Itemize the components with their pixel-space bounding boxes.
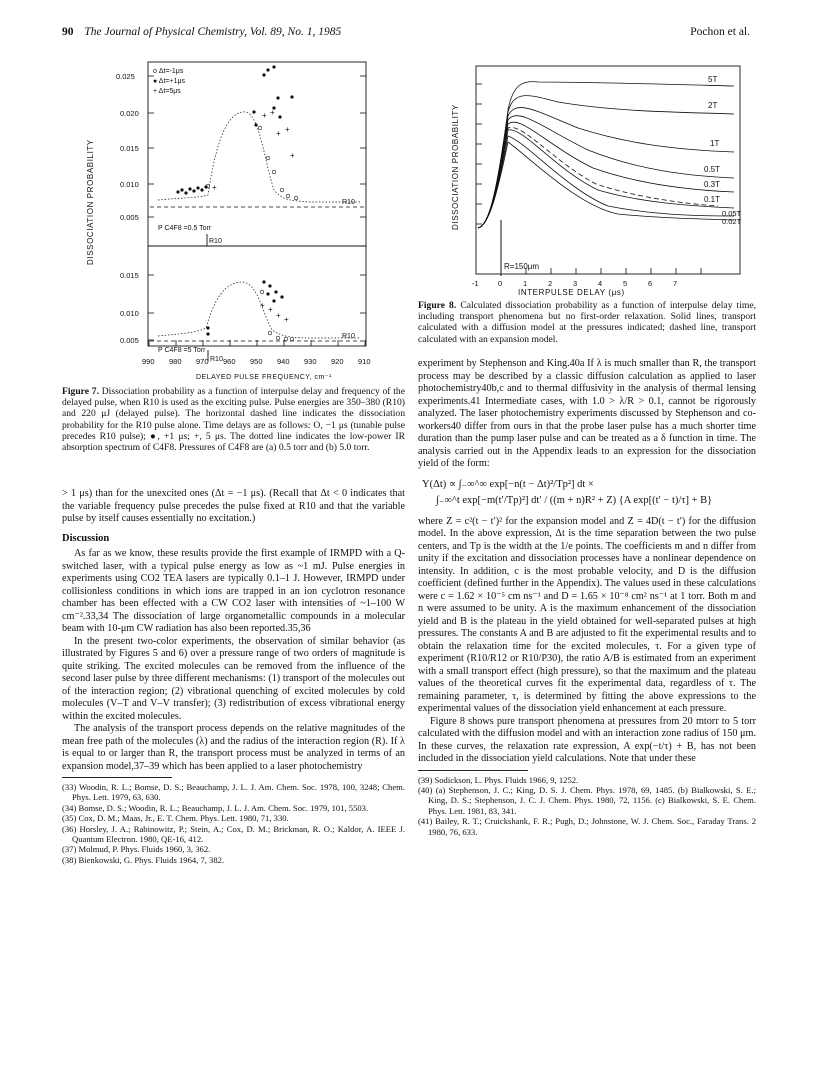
fig7-xtick: 910 bbox=[358, 357, 371, 366]
fig7-ytick: 0.015 bbox=[120, 271, 139, 280]
fig8-xtick: 7 bbox=[673, 279, 678, 288]
fig8-xtick: 5 bbox=[623, 279, 628, 288]
fig7-legend-item: o Δt=-1μs bbox=[153, 68, 184, 75]
svg-text:+: + bbox=[285, 125, 290, 134]
figure-8-caption bbox=[418, 300, 756, 345]
footnote-rule bbox=[62, 777, 172, 778]
paragraph: In the present two-color experiments, the observation of similar behavior (as illustrated by Figures 5 and 6) over a pressure range of two orders of magnitude is quite striking. The excited molecules can be removed from the influence of the second laser pulse by three different mechanisms: (1) transport of the molecules out of the interaction region; (2) vibrational quenching of excited molecules by cold molecules (V–T and V–V transfer); (3) redistribution of excess vibrational energy within the excited molecules. bbox=[62, 635, 405, 722]
fig8-curve-label: 0.05T bbox=[722, 209, 742, 218]
references-right bbox=[418, 775, 756, 837]
equation-line: ∫₋∞^t exp[−m(t′/Tp)²] dt′ / ((m + n)R² + Z) {A exp[(t′ − t)/τ] + B} bbox=[436, 495, 713, 506]
fig8-curves bbox=[478, 82, 734, 228]
fig7-xtick: 940 bbox=[277, 357, 290, 366]
fig8-curve-label: 1T bbox=[710, 139, 720, 148]
fig7-r10-label: R10 bbox=[342, 333, 355, 340]
fig8-xtick: 1 bbox=[523, 279, 528, 288]
fig8-xtick: 3 bbox=[573, 279, 578, 288]
fig8-curve-label: 5T bbox=[708, 75, 718, 84]
fig7-ytick: 0.020 bbox=[120, 109, 139, 118]
running-header bbox=[62, 26, 341, 38]
fig8-curve-label: 2T bbox=[708, 101, 718, 110]
fig7-xtick: 920 bbox=[331, 357, 344, 366]
svg-text:+: + bbox=[260, 301, 265, 310]
fig7-bottom-pressure: P C4F8 =5 Torr bbox=[158, 347, 206, 354]
fig7-xtick: 970 bbox=[196, 357, 209, 366]
fig8-curve-label: 0.1T bbox=[704, 195, 721, 204]
fig8-ylabel: DISSOCIATION PROBABILITY bbox=[451, 104, 460, 230]
fig7-points-top bbox=[176, 65, 297, 199]
footnote-rule bbox=[418, 770, 528, 771]
fig7-r10-marker-top: R10 bbox=[209, 238, 222, 245]
fig7-absorption-curve-top bbox=[158, 112, 360, 202]
figure-8 bbox=[418, 50, 758, 294]
paragraph: experiment by Stephenson and King.40a If λ is much smaller than R, the transport process may be described by a classic diffusion calculation as applied to laser photochemistry40b,c and to thermal diffusivity in the analysis of thermal lensing experiments.41 Intermediate cases, with 1.0 > λ/R > 0.1, cannot be rigorously analyzed. The laser photochemistry experiments discussed by Stephenson and co-workers40 differ from ours in that the probe laser pulse has a much shorter time duration than the pump laser pulse and can be treated as a δ function in time. The analysis carried out in the Appendix leads to an expression for the dissociation yield of the form: bbox=[418, 358, 756, 469]
paragraph: Figure 8 shows pure transport phenomena at pressures from 20 mtorr to 5 torr calculated with the diffusion model and with an interaction zone radius of 150 μm. In these curves, the relaxation rate expression, A exp(−t/τ) + B, has not been included in the dissociation yield calculations. Note that under these bbox=[418, 715, 756, 764]
fig7-xtick: 960 bbox=[223, 357, 236, 366]
fig8-radius-label: R=150μm bbox=[504, 262, 540, 271]
equation-line: Y(Δt) ∝ ∫₋∞^∞ exp[−n(t − Δt)²/Tp²] dt × bbox=[422, 478, 594, 490]
right-column bbox=[418, 358, 756, 837]
figure-7-caption bbox=[62, 386, 405, 453]
fig8-xlabel: INTERPULSE DELAY (μs) bbox=[518, 288, 625, 297]
svg-text:+: + bbox=[268, 305, 273, 314]
fig8-plot-area bbox=[476, 66, 740, 274]
left-column bbox=[62, 488, 405, 865]
reference: (39) Sodickson, L. Phys. Fluids 1966, 9, 1252. bbox=[418, 774, 579, 785]
page-number: 90 bbox=[62, 26, 74, 38]
fig8-curve-label: 0.02T bbox=[722, 217, 742, 226]
fig7-xtick: 980 bbox=[169, 357, 182, 366]
equation bbox=[422, 479, 756, 508]
reference: (33) Woodin, R. L.; Bomse, D. S.; Beauchamp, J. L. J. Am. Chem. Soc. 1978, 100, 3248; Chem. Phys. Lett. 1979, 63, 630. bbox=[62, 782, 405, 803]
svg-text:+: + bbox=[212, 183, 217, 192]
reference: (35) Cox, D. M.; Maas, Jr., E. T. Chem. Phys. Lett. 1980, 71, 330. bbox=[62, 813, 289, 824]
reference: (37) Molmud, P. Phys. Fluids 1960, 3, 362. bbox=[62, 844, 211, 855]
fig7-absorption-curve-bottom bbox=[158, 282, 360, 338]
paragraph: where Z = c²(t − t′)² for the expansion model and Z = 4D(t − t′) for the diffusion model. In the above expression, Δt is the time separation between the two pulse centers, and Tp is the width at the 1/e points. The coefficients m and n differ from unity if the excitation and dissociation processes have a nonlinear dependence on intensity. In addition, c is the most probable velocity, and D is the diffusion coefficient (defined further in the Appendix). The values used in these calculations were c = 1.62 × 10⁻⁵ cm ns⁻¹ and D = 1.65 × 10⁻⁸ cm² ns⁻¹ at 1 torr. Both m and n were assumed to be unity. A is the maximum enhancement of the dissociation yield and B is the plateau in the yield obtained for well-separated pulses at high pressures. The constants A and B are adjusted to fit the experimental results and to obtain the relaxation time for the excited molecules, τ. For a given type of experiment (R10/R12 or R10/P30), the ratio A/B is estimated from an experiment with a small transport effect (high pressure), so that the maximum and the plateau values of the theoretical curves fit the experimental data, regardless of τ. The remaining parameter, τ, is determined by fitting the above expressions to the experimental values of the dissociation yield enhancement at each pressure. bbox=[418, 515, 756, 714]
fig7-xlabel: DELAYED PULSE FREQUENCY, cm⁻¹ bbox=[196, 374, 332, 381]
fig8-xtick: -1 bbox=[472, 279, 479, 288]
svg-text:+: + bbox=[276, 311, 281, 320]
fig7-ytick: 0.005 bbox=[120, 336, 139, 345]
fig7-ytick: 0.010 bbox=[120, 309, 139, 318]
fig8-curve-label: 0.3T bbox=[704, 180, 721, 189]
fig7-ytick: 0.005 bbox=[120, 213, 139, 222]
fig7-points-bottom bbox=[206, 280, 293, 340]
header-authors: Pochon et al. bbox=[690, 26, 750, 38]
fig7-caption-label: Figure 7. bbox=[62, 386, 99, 397]
fig8-xtick: 4 bbox=[598, 279, 603, 288]
fig7-ytick: 0.015 bbox=[120, 144, 139, 153]
fig7-r10-marker-bottom: R10 bbox=[210, 356, 223, 363]
paragraph: As far as we know, these results provide the first example of IRMPD with a Q-switched laser, with a typical pulse energy as low as ~1 mJ. Pulse energies in experiments using CO2 TEA lasers are typically 0.1–1 J. However, IRMPD under collisionless conditions in which ions are trapped in an ion cyclotron resonance chamber has been effected with a CW CO2 laser with intensities of ~1–100 W cm⁻².33,34 The dissociation of large organometallic compounds in a molecular beam with 10-μm CW radiation has also been reported.35,36 bbox=[62, 548, 405, 634]
fig7-ytick: 0.025 bbox=[116, 72, 135, 81]
fig7-ylabel: DISSOCIATION PROBABILITY bbox=[86, 139, 95, 265]
svg-text:+: + bbox=[284, 315, 289, 324]
paragraph: > 1 μs) than for the unexcited ones (Δt = −1 μs). (Recall that Δt < 0 indicates that the variable frequency pulse precedes the pulse fixed at R10 and that the variable pulse by itself causes essentially no excitation.) bbox=[62, 488, 405, 524]
references-left bbox=[62, 782, 405, 865]
reference: (40) (a) Stephenson, J. C.; King, D. S. J. Chem. Phys. 1978, 69, 1485. (b) Bialkowski, S. E.; King, D. S.; Stephenson, J. C. J. Chem. Phys. 1980, 72, 1156. (c) Bialkowski, S. E. Chem. Phys. Lett. 1981, 83, 341. bbox=[418, 784, 756, 816]
fig7-r10-label: R10 bbox=[342, 199, 355, 206]
fig8-xtick: 6 bbox=[648, 279, 653, 288]
fig7-legend-item: ● Δt=+1μs bbox=[153, 78, 186, 85]
section-heading: Discussion bbox=[62, 532, 110, 544]
svg-text:+: + bbox=[270, 108, 275, 117]
reference: (36) Horsley, J. A.; Rabinowitz, P.; Stein, A.; Cox, D. M.; Brickman, R. O.; Kaldor, A. IEEE J. Quantum Electron. 1980, QE-16, 412. bbox=[62, 823, 405, 845]
fig8-caption-text: Calculated dissociation probability as a function of interpulse delay time, including transport phenomena but no first-order relaxation. Solid lines, transport calculated with a diffusion model at the pressures indicated; dashed line, transport calculated with an expansion model. bbox=[418, 300, 756, 345]
fig7-top-pressure: P C4F8 =0.5 Torr bbox=[158, 225, 212, 232]
fig7-xtick: 990 bbox=[142, 357, 155, 366]
fig7-legend-item: + Δt=5μs bbox=[153, 88, 181, 95]
fig8-curve-label: 0.5T bbox=[704, 165, 721, 174]
fig8-xtick: 2 bbox=[548, 279, 553, 288]
paragraph: The analysis of the transport process depends on the relative magnitudes of the mean free path of the molecules (λ) and the radius of the interaction region (R). If λ is equal to or larger than R, the transport process must be analyzed in terms of an expansion model,37–39 which has been applied to a laser photochemistry bbox=[62, 723, 405, 772]
fig7-ytick: 0.010 bbox=[120, 180, 139, 189]
fig7-xtick: 930 bbox=[304, 357, 317, 366]
reference: (34) Bomse, D. S.; Woodin, R. L.; Beauchamp, J. L. J. Am. Chem. Soc. 1979, 101, 5503. bbox=[62, 802, 369, 813]
fig7-caption-text: Dissociation probability as a function of interpulse delay and frequency of the delayed pulse, when R10 is used as the exciting pulse. Pulse energies are 350–380 (R10) and 220 μJ (delayed pulse). The horizontal dashed line indicates the dissociation probability for the R10 pulse alone. Time delays are as follows: O, −1 μs (tunable pulse precedes R10 pulse); ●, +1 μs; +, 5 μs. The dotted line indicates the low-power IR absorption spectrum of C4F8. Pressures of C4F8 are (a) 0.5 torr and (b) 5.0 torr. bbox=[62, 386, 405, 454]
journal-title: The Journal of Physical Chemistry, Vol. 89, No. 1, 1985 bbox=[84, 26, 342, 38]
fig8-xtick: 0 bbox=[498, 279, 503, 288]
svg-text:+: + bbox=[276, 129, 281, 138]
reference: (41) Bailey, R. T.; Cruickshank, F. R.; Pugh, D.; Johnstone, W. J. Chem. Soc., Faraday Trans. 2 1980, 76, 633. bbox=[418, 816, 756, 837]
reference: (38) Bienkowski, G. Phys. Fluids 1964, 7, 382. bbox=[62, 854, 225, 865]
svg-text:+: + bbox=[262, 111, 267, 120]
fig7-bottom-panel bbox=[148, 246, 366, 346]
figure-7 bbox=[78, 50, 398, 386]
svg-text:+: + bbox=[290, 151, 295, 160]
fig7-xtick: 950 bbox=[250, 357, 263, 366]
fig8-caption-label: Figure 8. bbox=[418, 300, 457, 311]
